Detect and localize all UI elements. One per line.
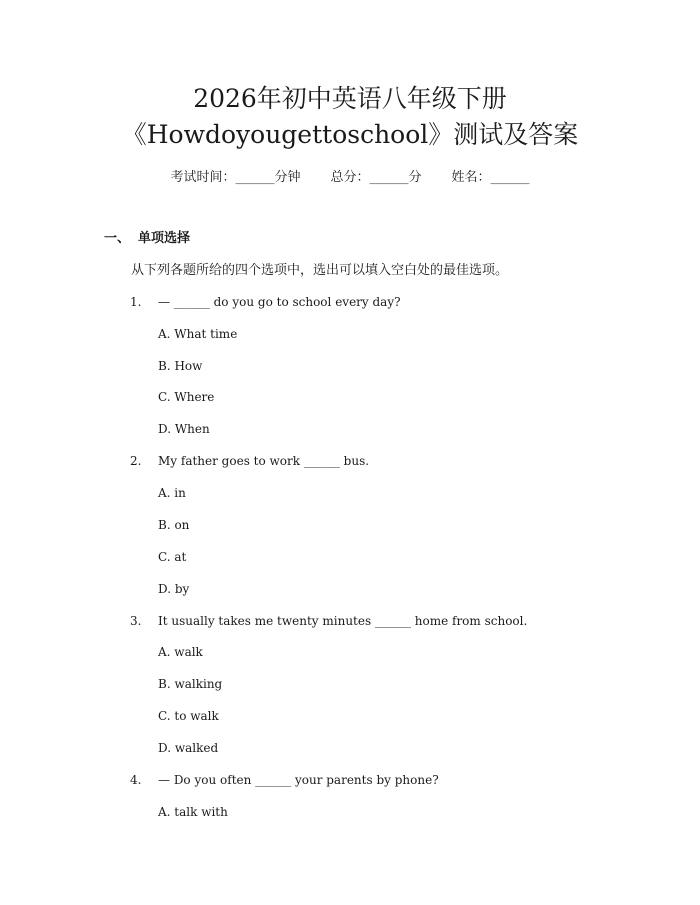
question-number: 3. (130, 614, 142, 628)
answer-option: A. talk with (158, 805, 228, 819)
answer-option: A. What time (158, 327, 238, 341)
answer-option: B. How (158, 359, 203, 373)
student-name-field: 姓名：______ (451, 170, 530, 185)
question-number: 2. (130, 454, 142, 468)
answer-option: D. walked (158, 741, 219, 755)
section-heading (104, 232, 190, 245)
answer-option: C. at (158, 550, 187, 564)
total-score-field: 总分：______分 (330, 170, 422, 185)
question-text: — Do you often ______ your parents by phone? (158, 773, 439, 787)
document-title-line-1: 2026年初中英语八年级下册 (193, 84, 507, 113)
answer-option: C. to walk (158, 709, 219, 723)
answer-option: C. Where (158, 390, 215, 404)
document-title-line-2: 《Howdoyougettoschool》测试及答案 (121, 120, 579, 149)
exam-time-field: 考试时间：______分钟 (170, 170, 301, 185)
exam-info-row (0, 171, 700, 184)
answer-option: D. When (158, 422, 210, 436)
answer-option: B. walking (158, 677, 223, 691)
section-number: 一、 (104, 231, 131, 246)
question-text: It usually takes me twenty minutes ______ home from school. (158, 614, 528, 628)
question-text: My father goes to work ______ bus. (158, 454, 370, 468)
question-text: — ______ do you go to school every day? (158, 295, 401, 309)
section-instruction: 从下列各题所给的四个选项中，选出可以填入空白处的最佳选项。 (131, 263, 509, 278)
section-title: 单项选择 (138, 231, 191, 246)
question-number: 4. (130, 773, 142, 787)
answer-option: A. walk (158, 645, 203, 659)
answer-option: A. in (158, 486, 186, 500)
answer-option: B. on (158, 518, 190, 532)
answer-option: D. by (158, 582, 190, 596)
question-number: 1. (130, 295, 142, 309)
